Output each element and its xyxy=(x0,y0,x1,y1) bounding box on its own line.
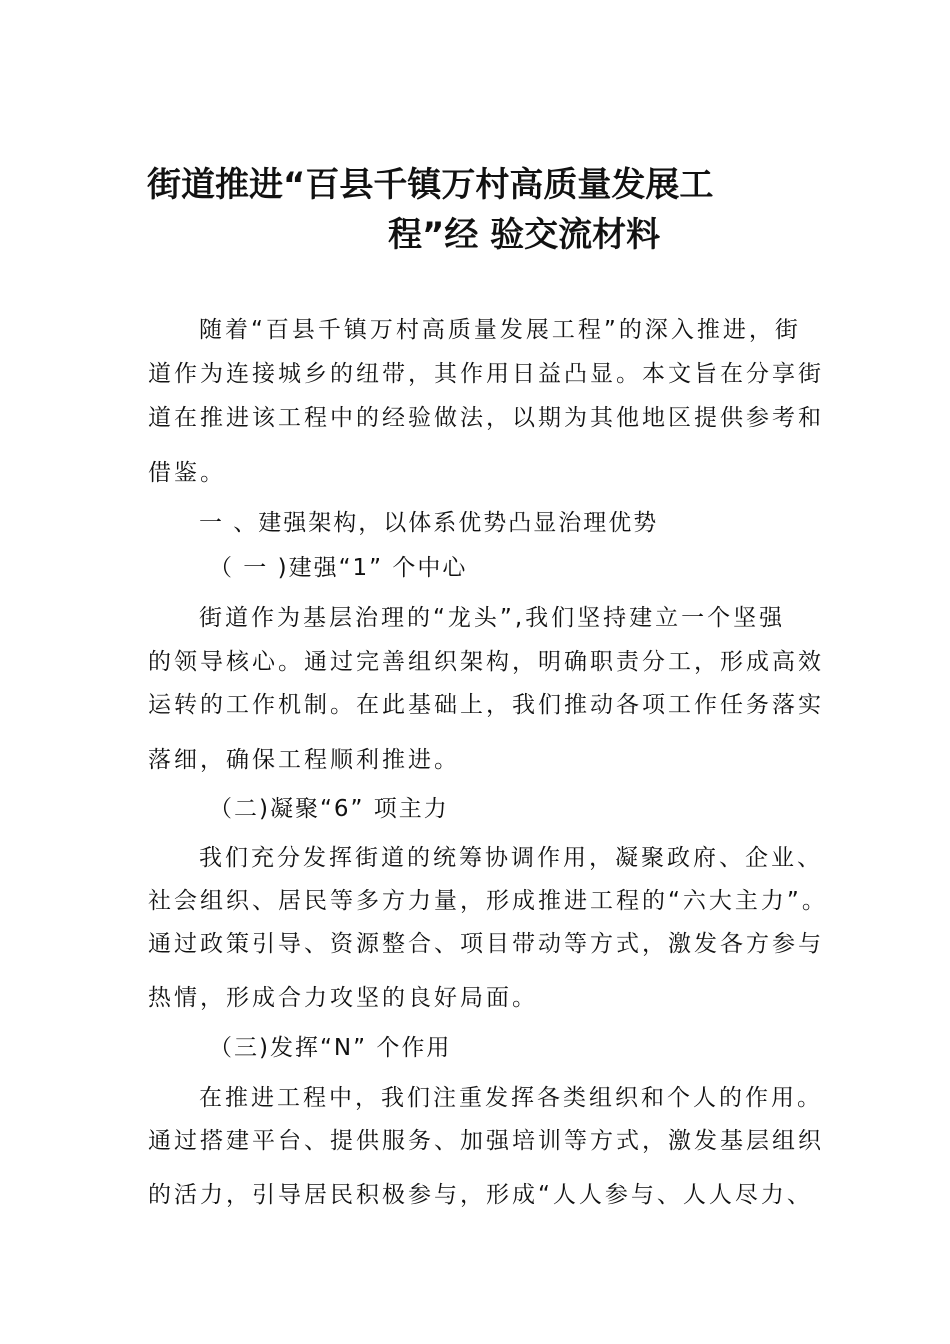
sub3-line-2: 通过搭建平台、提供服务、加强培训等方式，激发基层组织 xyxy=(148,1128,824,1154)
intro-line-4: 借鉴。 xyxy=(148,460,226,486)
sub1-line-4: 落细，确保工程顺利推进。 xyxy=(148,747,460,773)
intro-line-3: 道在推进该工程中的经验做法，以期为其他地区提供参考和 xyxy=(148,405,824,431)
sub2-line-2: 社会组织、居民等多方力量，形成推进工程的“六大主力”。 xyxy=(148,888,828,914)
document-title-line-2: 程”经 验交流材料 xyxy=(388,215,661,255)
sub2-line-3: 通过政策引导、资源整合、项目带动等方式，激发各方参与 xyxy=(148,931,824,957)
intro-line-2: 道作为连接城乡的纽带，其作用日益凸显。本文旨在分享街 xyxy=(148,361,824,387)
section-heading-1: 一 、建强架构，以体系优势凸显治理优势 xyxy=(199,510,659,536)
document-title-line-1: 街道推进“百县千镇万村高质量发展工 xyxy=(147,165,714,205)
sub1-line-2: 的领导核心。通过完善组织架构，明确职责分工，形成高效 xyxy=(148,649,824,675)
intro-line-1: 随着“百县千镇万村高质量发展工程”的深入推进，街 xyxy=(199,317,801,343)
sub1-line-1: 街道作为基层治理的“龙头”,我们坚持建立一个坚强 xyxy=(199,605,786,631)
sub3-line-1: 在推进工程中，我们注重发挥各类组织和个人的作用。 xyxy=(199,1085,823,1111)
subsection-heading-3: （三)发挥“N” 个作用 xyxy=(209,1035,452,1061)
sub1-line-3: 运转的工作机制。在此基础上，我们推动各项工作任务落实 xyxy=(148,692,824,718)
sub3-line-3: 的活力，引导居民积极参与，形成“人人参与、人人尽力、 xyxy=(148,1182,813,1208)
sub2-line-1: 我们充分发挥街道的统筹协调作用，凝聚政府、企业、 xyxy=(199,845,823,871)
subsection-heading-2: （二)凝聚“6” 项主力 xyxy=(209,796,449,822)
subsection-heading-1: （ 一 )建强“1” 个中心 xyxy=(209,555,468,581)
sub2-line-4: 热情，形成合力攻坚的良好局面。 xyxy=(148,985,538,1011)
